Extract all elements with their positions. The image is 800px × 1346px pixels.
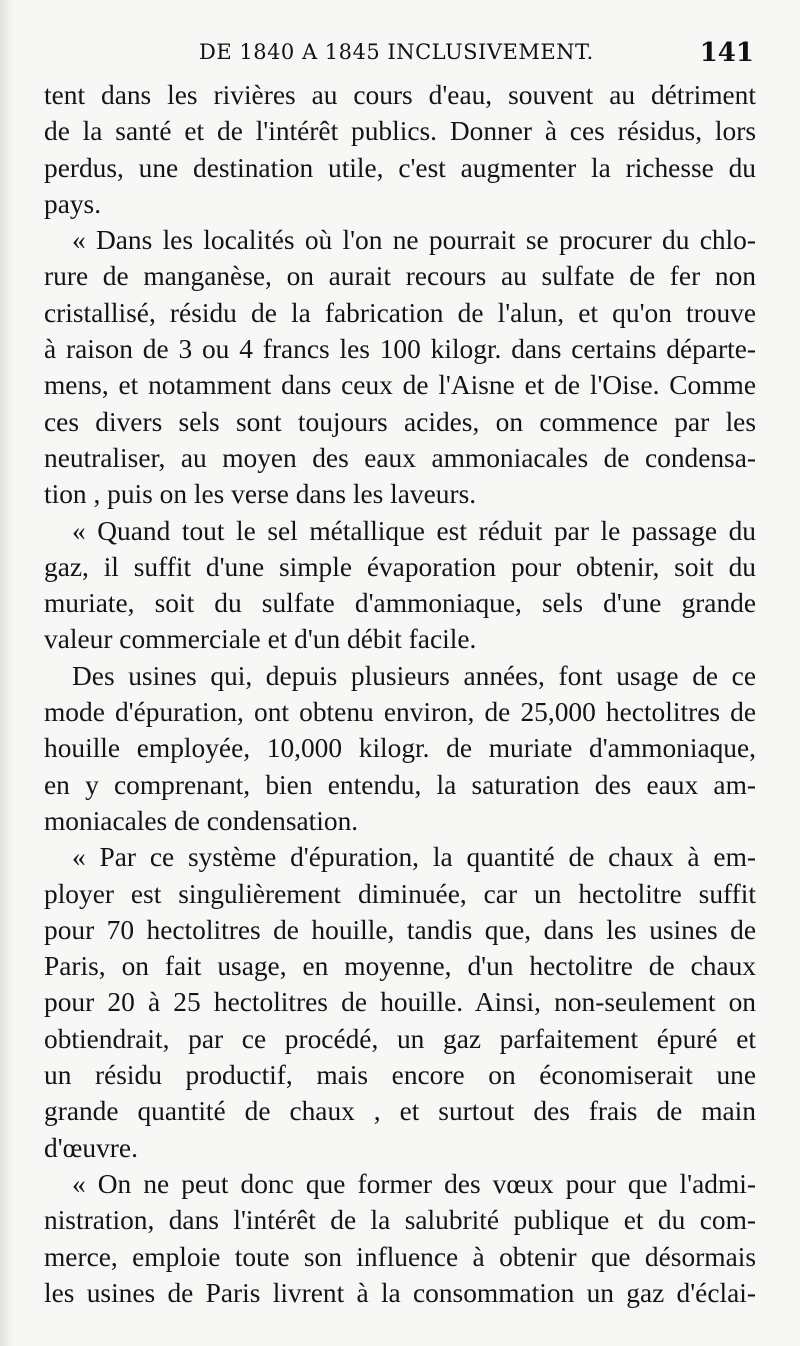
text-line: « Dans les localités où l'on ne pourrait se procurer du chlo- [72, 225, 756, 256]
text-line: Des usines qui, depuis plusieurs années, font usage de ce [72, 660, 756, 691]
text-line: valeur commerciale et d'un débit facile. [44, 624, 477, 655]
text-line: grande quantité de chaux , et surtout des frais de main [44, 1096, 756, 1127]
text-line: « Par ce système d'épuration, la quantité de chaux à em- [72, 842, 756, 873]
text-line: tion , puis on les verse dans les laveurs. [44, 479, 477, 510]
text-line: ces divers sels sont toujours acides, on commence par les [44, 406, 756, 437]
text-line: muriate, soit du sulfate d'ammoniaque, sels d'une grande [44, 588, 756, 619]
text-line: neutraliser, au moyen des eaux ammoniacales de condensa- [44, 442, 756, 473]
running-head: DE 1840 A 1845 INCLUSIVEMENT. [199, 40, 594, 64]
page-number: 141 [699, 38, 754, 68]
text-line: à raison de 3 ou 4 francs les 100 kilogr. dans certains départe- [44, 334, 756, 365]
text-line: « Quand tout le sel métallique est réduit par le passage du [72, 515, 756, 546]
text-line: pour 70 hectolitres de houille, tandis que, dans les usines de [44, 914, 756, 945]
text-line: houille employée, 10,000 kilogr. de muriate d'ammoniaque, [44, 733, 756, 764]
text-line: merce, emploie toute son influence à obtenir que désormais [44, 1241, 756, 1272]
text-line: mode d'épuration, ont obtenu environ, de 25,000 hectolitres de [44, 697, 756, 728]
text-line: les usines de Paris livrent à la consommation un gaz d'éclai- [44, 1277, 756, 1308]
body-text [44, 77, 756, 1311]
text-line: mens, et notamment dans ceux de l'Aisne et de l'Oise. Comme [44, 370, 756, 401]
text-line: de la santé et de l'intérêt publics. Donner à ces résidus, lors [44, 116, 756, 147]
text-line: nistration, dans l'intérêt de la salubrité publique et du com- [44, 1205, 756, 1236]
text-line: tent dans les rivières au cours d'eau, souvent au détriment [44, 80, 756, 110]
text-line: pour 20 à 25 hectolitres de houille. Ainsi, non-seulement on [44, 987, 756, 1018]
text-line: Paris, on fait usage, en moyenne, d'un hectolitre de chaux [44, 951, 756, 982]
text-line: ployer est singulièrement diminuée, car un hectolitre suffit [44, 878, 756, 909]
text-line: obtiendrait, par ce procédé, un gaz parfaitement épuré et [44, 1023, 756, 1054]
page-header [44, 38, 756, 74]
text-line: perdus, une destination utile, c'est augmenter la richesse du [44, 152, 756, 183]
page-gutter-shadow [0, 0, 14, 1346]
text-line: un résidu productif, mais encore on économiserait une [44, 1060, 756, 1091]
text-line: gaz, il suffit d'une simple évaporation pour obtenir, soit du [44, 551, 756, 582]
text-line: cristallisé, résidu de la fabrication de l'alun, et qu'on trouve [44, 297, 756, 328]
text-line: « On ne peut donc que former des vœux pour que l'admi- [72, 1168, 756, 1199]
text-line: d'œuvre. [44, 1132, 138, 1163]
text-line: pays. [44, 188, 102, 219]
text-line: en y comprenant, bien entendu, la saturation des eaux am- [44, 769, 756, 800]
text-line: moniacales de condensation. [44, 805, 359, 836]
text-line: rure de manganèse, on aurait recours au sulfate de fer non [44, 261, 756, 292]
